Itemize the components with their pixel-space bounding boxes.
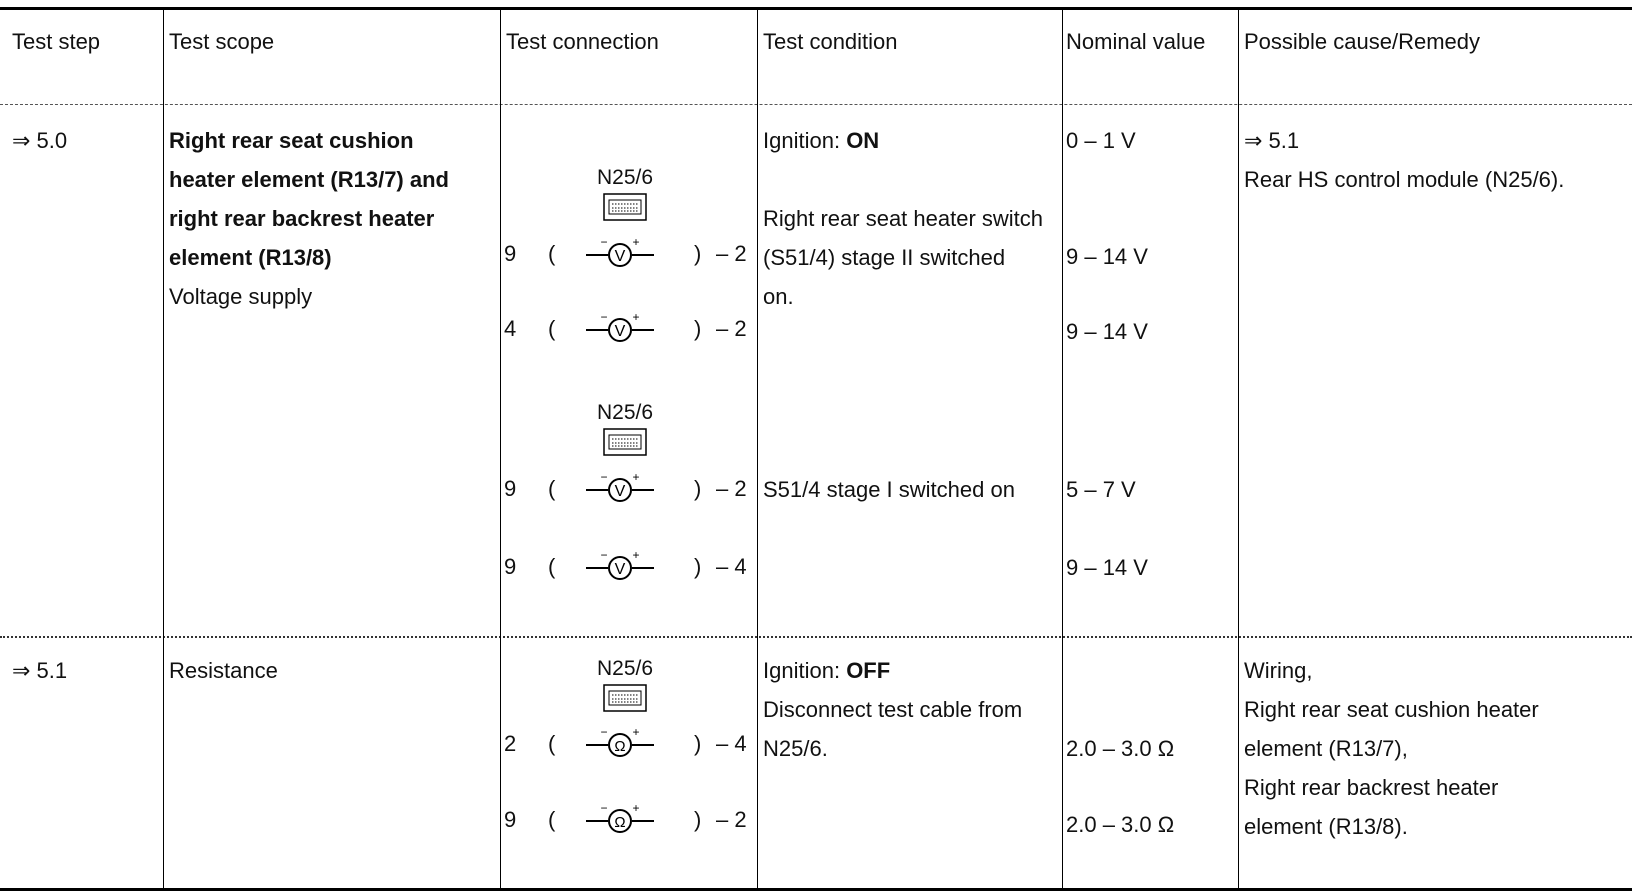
pin-left: 2 [504,731,517,756]
pin-left: 9 [504,554,517,579]
measurement-row [504,803,754,837]
ohmmeter-icon [584,803,656,837]
pin-right: – 4 [716,554,747,579]
row2-possible-cause [1244,651,1539,846]
nominal-value: 9 – 14 V [1066,319,1148,344]
voltmeter-icon [584,472,656,506]
nominal-value: 5 – 7 V [1066,477,1136,502]
column-divider [163,9,164,889]
svg-text:−: − [600,803,608,815]
table-top-rule [0,7,1632,10]
header-separator [0,104,1632,105]
svg-text:−: − [600,237,608,249]
measurement-row [504,472,754,506]
ecu-label: N25/6 [596,657,654,680]
meter-symbol: V [614,323,626,340]
header-test-scope: Test scope [169,29,275,54]
nominal-value: 2.0 – 3.0 Ω [1066,736,1175,761]
column-divider [1062,9,1063,889]
ignition-value: OFF [846,658,891,683]
next-step-reference: ⇒ 5.1 [1244,128,1300,153]
header-nominal-value: Nominal value [1066,29,1206,54]
condition-line: Right rear seat heater switch [763,206,1044,231]
measurement-row [504,237,754,271]
row1-stage1-condition: S51/4 stage I switched on [763,477,1015,502]
meter-symbol: V [614,248,626,265]
svg-text:+: + [632,472,640,484]
meter-symbol: V [614,561,626,578]
row2-test-scope: Resistance [169,658,278,683]
connector-bracket-left: ( [548,241,556,266]
connector-bracket-right: ) [694,316,702,341]
condition-line: N25/6. [763,736,828,761]
scope-title-line: right rear backrest heater [169,206,435,231]
pin-right: – 4 [716,731,747,756]
scope-title-line: heater element (R13/7) and [169,167,449,192]
voltmeter-icon [584,237,656,271]
row1-switch-condition [763,199,1043,316]
svg-text:+: + [632,237,640,249]
meter-symbol: Ω [614,814,626,831]
measurement-row [504,312,754,346]
voltmeter-icon [584,312,656,346]
measurement-row [504,550,754,584]
nominal-value: 0 – 1 V [1066,128,1136,153]
svg-text:+: + [632,312,640,324]
svg-text:+: + [632,803,640,815]
connector-bracket-right: ) [694,476,702,501]
column-divider [500,9,501,889]
scope-title-line: element (R13/8) [169,245,332,270]
ignition-label: Ignition: [763,658,841,683]
pin-left: 9 [504,476,517,501]
row-separator [0,636,1632,638]
nominal-value: 9 – 14 V [1066,555,1148,580]
ecu-module-icon [603,428,647,456]
ignition-label: Ignition: [763,128,841,153]
measurement-row [504,727,754,761]
header-test-condition: Test condition [763,29,898,54]
connector-bracket-right: ) [694,731,702,756]
column-divider [757,9,758,889]
scope-subtitle: Voltage supply [169,284,313,309]
pin-right: – 2 [716,807,747,832]
cause-line: Right rear backrest heater [1244,775,1499,800]
meter-symbol: Ω [614,738,626,755]
row1-test-step: ⇒ 5.0 [12,128,68,153]
row1-ignition-condition [763,121,879,160]
svg-text:−: − [600,312,608,324]
condition-line: (S51/4) stage II switched [763,245,1006,270]
table-bottom-rule [0,888,1632,891]
connector-bracket-right: ) [694,554,702,579]
connector-bracket-left: ( [548,554,556,579]
row1-test-scope [169,121,449,316]
nominal-value: 2.0 – 3.0 Ω [1066,812,1175,837]
column-divider [1238,9,1239,889]
ohmmeter-icon [584,727,656,761]
ecu-connector [580,400,670,456]
condition-line: Disconnect test cable from [763,697,1023,722]
ecu-module-icon [603,684,647,712]
svg-text:−: − [600,727,608,739]
connector-bracket-right: ) [694,241,702,266]
header-possible-cause: Possible cause/Remedy [1244,29,1481,54]
connector-bracket-left: ( [548,731,556,756]
ignition-value: ON [846,128,880,153]
connector-bracket-right: ) [694,807,702,832]
meter-symbol: V [614,483,626,500]
row2-test-step: ⇒ 5.1 [12,658,68,683]
svg-text:+: + [632,550,640,562]
connector-bracket-left: ( [548,316,556,341]
cause-line: Right rear seat cushion heater [1244,697,1539,722]
ecu-connector [580,165,670,221]
voltmeter-icon [584,550,656,584]
pin-right: – 2 [716,241,747,266]
connector-bracket-left: ( [548,807,556,832]
svg-text:+: + [632,727,640,739]
pin-left: 4 [504,316,517,341]
pin-left: 9 [504,241,517,266]
row2-ignition-condition [763,651,890,690]
row2-condition-text [763,690,1022,768]
cause-line: element (R13/7), [1244,736,1408,761]
cause-text: Rear HS control module (N25/6). [1244,167,1565,192]
connector-bracket-left: ( [548,476,556,501]
pin-right: – 2 [716,316,747,341]
ecu-module-icon [603,193,647,221]
condition-line: on. [763,284,794,309]
ecu-label: N25/6 [596,166,654,189]
pin-left: 9 [504,807,517,832]
ecu-label: N25/6 [596,401,654,424]
cause-line: Wiring, [1244,658,1313,683]
header-test-connection: Test connection [506,29,659,54]
cause-line: element (R13/8). [1244,814,1408,839]
svg-text:−: − [600,550,608,562]
row1-possible-cause [1244,121,1564,199]
svg-text:−: − [600,472,608,484]
scope-title-line: Right rear seat cushion [169,128,414,153]
nominal-value: 9 – 14 V [1066,244,1148,269]
pin-right: – 2 [716,476,747,501]
ecu-connector [580,656,670,712]
header-test-step: Test step [12,29,101,54]
